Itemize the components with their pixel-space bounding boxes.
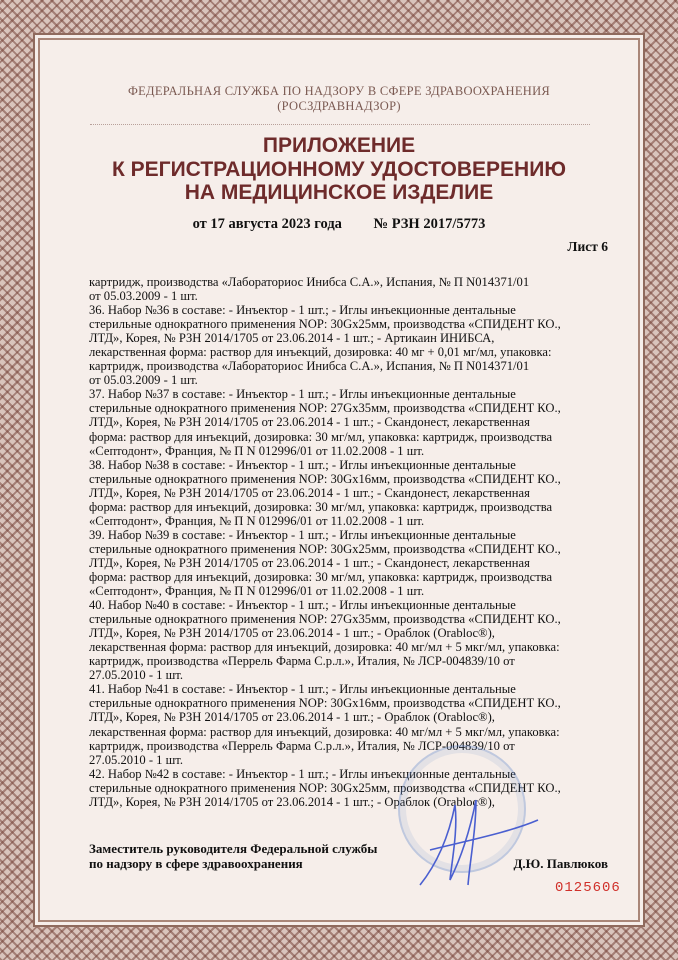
body-line: «Септодонт», Франция, № П N 012996/01 от 11.02.2008 - 1 шт. (89, 513, 425, 528)
body-line: стерильные однократного применения NOP: 27Gx35мм, производства «СПИДЕНТ КО., (89, 612, 561, 627)
signatory-name: Д.Ю. Павлюков (513, 856, 608, 871)
body-line: ЛТД», Корея, № РЗН 2014/1705 от 23.06.2014 - 1 шт.; - Артикаин ИНИБСА, (89, 331, 495, 346)
body-line: стерильные однократного применения NOP: 27Gx35мм, производства «СПИДЕНТ КО., (89, 401, 561, 416)
registration-number: № РЗН 2017/5773 (373, 216, 486, 232)
body-line: картридж, производства «Перрель Фарма С.р.л.», Италия, № ЛСР-004839/10 от (89, 738, 515, 753)
agency-name: ФЕДЕРАЛЬНАЯ СЛУЖБА ПО НАДЗОРУ В СФЕРЕ ЗДРАВООХРАНЕНИЯ (127, 84, 551, 98)
body-line: картридж, производства «Перрель Фарма С.р.л.», Италия, № ЛСР-004839/10 от (89, 654, 515, 669)
body-line: стерильные однократного применения NOP: 30Gx25мм, производства «СПИДЕНТ КО., (89, 780, 561, 795)
handwritten-signature (410, 790, 540, 890)
agency-abbreviation: (РОСЗДРАВНАДЗОР) (277, 99, 401, 113)
serial-number: 0125606 (555, 880, 621, 896)
body-line: стерильные однократного применения NOP: 30Gx16мм, производства «СПИДЕНТ КО., (89, 471, 561, 486)
body-line: 37. Набор №37 в составе: - Инъектор - 1 шт.; - Иглы инъекционные дентальные (89, 387, 516, 402)
body-line: картридж, производства «Лабораториос Инибса С.А.», Испания, № П N014371/01 (89, 275, 530, 289)
date-line (0, 216, 678, 233)
body-line: лекарственная форма: раствор для инъекций, дозировка: 40 мг + 0,01 мг/мл, упаковка: (89, 345, 552, 360)
body-line: от 05.03.2009 - 1 шт. (89, 373, 198, 388)
body-line: стерильные однократного применения NOP: 30Gx25мм, производства «СПИДЕНТ КО., (89, 317, 561, 332)
body-line: «Септодонт», Франция, № П N 012996/01 от 11.02.2008 - 1 шт. (89, 584, 425, 599)
body-line: «Септодонт», Франция, № П N 012996/01 от 11.02.2008 - 1 шт. (89, 443, 425, 458)
body-line: 36. Набор №36 в составе: - Инъектор - 1 шт.; - Иглы инъекционные дентальные (89, 303, 516, 318)
body-line: ЛТД», Корея, № РЗН 2014/1705 от 23.06.2014 - 1 шт.; - Ораблок (Orabloc®), (89, 710, 495, 725)
body-line: 38. Набор №38 в составе: - Инъектор - 1 шт.; - Иглы инъекционные дентальные (89, 457, 516, 472)
body-line: от 05.03.2009 - 1 шт. (89, 289, 198, 304)
body-line: лекарственная форма: раствор для инъекций, дозировка: 40 мг/мл + 5 мкг/мл, упаковка: (89, 640, 560, 655)
body-line: ЛТД», Корея, № РЗН 2014/1705 от 23.06.2014 - 1 шт.; - Скандонест, лекарственная (89, 555, 530, 570)
position-line-1: Заместитель руководителя Федеральной службы (89, 841, 378, 856)
sheet-number: Лист 6 (567, 239, 608, 254)
body-line: 39. Набор №39 в составе: - Инъектор - 1 шт.; - Иглы инъекционные дентальные (89, 527, 516, 542)
body-line: ЛТД», Корея, № РЗН 2014/1705 от 23.06.2014 - 1 шт.; - Ораблок (Orabloc®), (89, 794, 495, 809)
document-title: ПРИЛОЖЕНИЕ (262, 134, 416, 157)
body-line: стерильные однократного применения NOP: 30Gx25мм, производства «СПИДЕНТ КО., (89, 541, 561, 556)
body-line: 27.05.2010 - 1 шт. (89, 668, 184, 683)
body-line: форма: раствор для инъекций, дозировка: 30 мг/мл, упаковка: картридж, производства (89, 569, 553, 584)
body-line: ЛТД», Корея, № РЗН 2014/1705 от 23.06.2014 - 1 шт.; - Скандонест, лекарственная (89, 415, 530, 430)
body-line: 27.05.2010 - 1 шт. (89, 752, 184, 767)
document-subtitle-2: НА МЕДИЦИНСКОЕ ИЗДЕЛИЕ (184, 181, 494, 204)
body-line: 41. Набор №41 в составе: - Инъектор - 1 шт.; - Иглы инъекционные дентальные (89, 682, 516, 697)
body-line: картридж, производства «Лабораториос Инибса С.А.», Испания, № П N014371/01 (89, 359, 530, 374)
body-line: 40. Набор №40 в составе: - Инъектор - 1 шт.; - Иглы инъекционные дентальные (89, 598, 516, 613)
body-line: форма: раствор для инъекций, дозировка: 30 мг/мл, упаковка: картридж, производства (89, 429, 553, 444)
body-line: форма: раствор для инъекций, дозировка: 30 мг/мл, упаковка: картридж, производства (89, 499, 553, 514)
body-line: лекарственная форма: раствор для инъекций, дозировка: 40 мг/мл + 5 мкг/мл, упаковка: (89, 724, 560, 739)
body-line: 42. Набор №42 в составе: - Инъектор - 1 шт.; - Иглы инъекционные дентальные (89, 766, 516, 781)
body-line: ЛТД», Корея, № РЗН 2014/1705 от 23.06.2014 - 1 шт.; - Скандонест, лекарственная (89, 485, 530, 500)
divider (90, 124, 590, 125)
document-subtitle-1: К РЕГИСТРАЦИОННОМУ УДОСТОВЕРЕНИЮ (112, 158, 566, 181)
body-line: стерильные однократного применения NOP: 30Gx16мм, производства «СПИДЕНТ КО., (89, 696, 561, 711)
body-line: ЛТД», Корея, № РЗН 2014/1705 от 23.06.2014 - 1 шт.; - Ораблок (Orabloc®), (89, 626, 495, 641)
signatory-position (89, 841, 377, 871)
document-body (89, 275, 609, 809)
issue-date: от 17 августа 2023 года (192, 216, 342, 232)
position-line-2: по надзору в сфере здравоохранения (89, 856, 303, 871)
